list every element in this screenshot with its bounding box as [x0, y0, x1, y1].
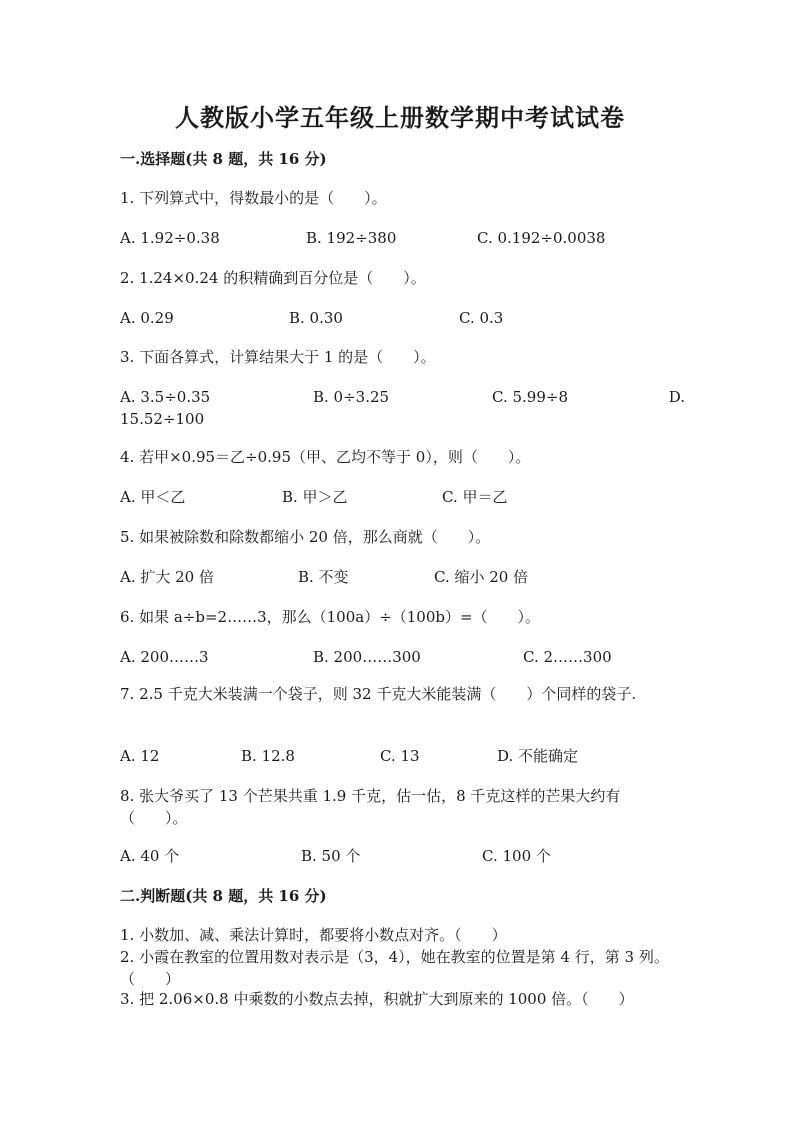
option-b: B. 0÷3.25 [313, 388, 390, 406]
question-5: 5. 如果被除数和除数都缩小 20 倍，那么商就（ ）。 [120, 528, 491, 546]
option-b: B. 不变 [298, 568, 349, 586]
option-c: C. 5.99÷8 [492, 388, 568, 406]
option-a: A. 扩大 20 倍 [120, 568, 214, 586]
option-b: B. 12.8 [241, 747, 295, 765]
options-q4 [120, 486, 685, 530]
option-d: D. 15.52÷100 [120, 388, 685, 428]
option-a: A. 40 个 [120, 847, 180, 865]
option-b: B. 0.30 [289, 309, 343, 327]
option-b: B. 50 个 [301, 847, 361, 865]
option-a: A. 12 [120, 747, 160, 765]
option-d-text: 15.52÷100 [120, 410, 205, 428]
option-d: D. 不能确定 [497, 747, 579, 765]
option-a: A. 200……3 [120, 648, 209, 666]
option-c: C. 0.3 [459, 309, 504, 327]
option-c: C. 100 个 [482, 847, 551, 865]
question-6: 6. 如果 a÷b=2……3，那么（100a）÷（100b）=（ ）。 [120, 608, 541, 626]
option-c: C. 13 [380, 747, 420, 765]
question-7: 7. 2.5 千克大米装满一个袋子，则 32 千克大米能装满（ ）个同样的袋子. [120, 685, 637, 703]
options-q7 [120, 745, 685, 789]
options-q8 [120, 845, 685, 889]
question-1: 1. 下列算式中，得数最小的是（ ）。 [120, 189, 387, 207]
options-q1 [120, 227, 685, 271]
question-2: 2. 1.24×0.24 的积精确到百分位是（ ）。 [120, 269, 426, 287]
question-3: 3. 下面各算式，计算结果大于 1 的是（ ）。 [120, 348, 436, 366]
option-a: A. 1.92÷0.38 [120, 229, 220, 247]
option-c: C. 2……300 [523, 648, 612, 666]
option-a: A. 3.5÷0.35 [120, 388, 211, 406]
question-4: 4. 若甲×0.95＝乙÷0.95（甲、乙均不等于 0），则（ ）。 [120, 448, 531, 466]
option-c: C. 0.192÷0.0038 [477, 229, 606, 247]
question-8: 8. 张大爷买了 13 个芒果共重 1.9 千克，估一估，8 千克这样的芒果大约有（ ）。 [120, 787, 621, 827]
options-q5 [120, 566, 685, 610]
option-a: A. 甲＜乙 [120, 488, 186, 506]
exam-title: 人教版小学五年级上册数学期中考试试卷 [175, 103, 625, 132]
section-heading-judgement: 二.判断题(共 8 题，共 16 分) [120, 887, 327, 905]
option-b: B. 192÷380 [306, 229, 397, 247]
section-heading-choice: 一.选择题(共 8 题，共 16 分) [120, 150, 327, 168]
judgement-2: 2. 小霞在教室的位置用数对表示是（3，4），她在教室的位置是第 4 行，第 3 列。（ ） [120, 948, 669, 988]
option-b: B. 甲＞乙 [282, 488, 348, 506]
option-a: A. 0.29 [120, 309, 174, 327]
options-q2 [120, 307, 685, 351]
option-b: B. 200……300 [313, 648, 421, 666]
option-c: C. 缩小 20 倍 [434, 568, 529, 586]
judgement-3: 3. 把 2.06×0.8 中乘数的小数点去掉，积就扩大到原来的 1000 倍。（ ） [120, 990, 634, 1008]
option-c: C. 甲＝乙 [442, 488, 508, 506]
options-q3 [120, 386, 685, 430]
judgement-1: 1. 小数加、减、乘法计算时，都要将小数点对齐。（ ） [120, 926, 507, 944]
